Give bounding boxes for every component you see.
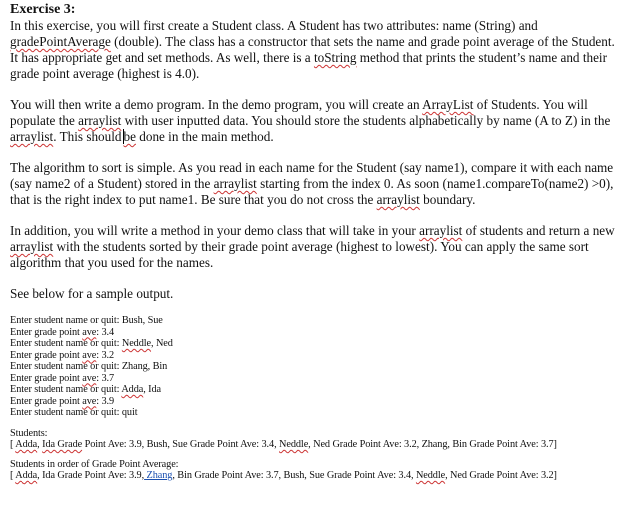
spellcheck-word[interactable]: toString [313,50,357,65]
document-page [10,2,632,482]
spellcheck-word[interactable]: Adda [121,384,144,395]
sample-sorted-block [10,459,632,482]
p1-line: It has appropriate get and set methods. As well, there is a toString method that prints the student’s name and their [10,50,607,65]
sample_input-line: Enter student name or quit: Neddle, Ned [10,338,173,349]
paragraph-gpa-sort [10,223,632,271]
spellcheck-word[interactable]: Neddle [415,470,446,481]
sample-output [10,315,632,482]
sample_input-line: Enter grade point ave: 3.4 [10,326,115,338]
sample-input-block [10,315,632,419]
p4-line: In addition, you will write a method in your demo class that will take in your arraylist of students and return a new [10,223,615,238]
p2-line: arraylist. This should be done in the main method. [10,129,274,144]
sample_input-line: Enter student name or quit: quit [10,407,138,418]
sample_input-line: Enter grade point ave: 3.9 [10,395,115,407]
sample_input-line: Enter student name or quit: Zhang, Bin [10,361,168,372]
spellcheck-word[interactable]: Neddle [121,338,152,349]
spellcheck-word[interactable]: gradePointAverage [10,34,111,49]
spellcheck-word[interactable]: ave [82,395,97,407]
sample_input-line: Enter grade point ave: 3.2 [10,349,115,361]
spellcheck-word[interactable]: ave [82,326,97,338]
sample_students-line: Students: [10,427,48,439]
spellcheck-word[interactable]: Adda [15,439,38,450]
p2-line: You will then write a demo program. In the demo program, you will create an ArrayList of Students. You will [10,97,588,112]
paragraph-sample-intro [10,286,632,302]
underlined-text: Zhang [144,470,173,481]
sample_input-line: Enter student name or quit: Bush, Sue [10,315,163,326]
spellcheck-word[interactable]: arraylist [10,239,54,254]
spellcheck-word[interactable]: arraylist [10,129,54,144]
p1-line: gradePointAverage (double). The class has a constructor that sets the name and grade point average of the Student. [10,34,615,49]
spellcheck-word[interactable]: ave [82,372,97,384]
sample_input-line: Enter student name or quit: Adda, Ida [10,384,162,395]
p1-line: In this exercise, you will first create a Student class. A Student has two attributes: name (String) and [10,18,538,33]
sample_input-line: Enter grade point ave: 3.7 [10,372,115,384]
p4-line: arraylist with the students sorted by their grade point average (highest to lowest). You can apply the same sort [10,239,589,254]
sample_sorted-line: Students in order of Grade Point Average: [10,458,179,470]
spellcheck-word[interactable]: arraylist [78,113,122,128]
p5-line: See below for a sample output. [10,286,174,301]
spellcheck-word[interactable]: Ida Grade [42,439,83,450]
paragraph-student-class [10,18,632,82]
sample_students-line: [ Adda, Ida Grade Point Ave: 3.9, Bush, Sue Grade Point Ave: 3.4, Neddle, Ned Grade Point Ave: 3.2, Zhang, Bin Grade Point Ave: 3.7] [10,439,557,450]
sample_sorted-line: [ Adda, Ida Grade Point Ave: 3.9, Zhang, Bin Grade Point Ave: 3.7, Bush, Sue Grade Point Ave: 3.4, Neddle, Ned Grade Point Ave: 3.2] [10,470,557,481]
spellcheck-word[interactable]: arraylist [419,223,463,238]
p4-line: algorithm that you used for the names. [10,255,214,270]
p2-line: populate the arraylist with user inputted data. You should store the students alphabetically by name (A to Z) in the [10,113,611,128]
spellcheck-word[interactable]: Adda [15,470,38,481]
spellcheck-word[interactable]: arraylist [376,192,420,207]
p3-line: (say name2 of a Student) stored in the arraylist starting from the index 0. As soon (name1.compareTo(name2) >0), [10,176,614,191]
p3-line: that is the right index to put name1. Be sure that you do not cross the arraylist boundary. [10,192,476,207]
paragraph-demo-program [10,97,632,145]
spellcheck-word[interactable]: ArrayList [422,97,474,112]
sample-students-block [10,428,632,451]
spellcheck-word[interactable]: be [123,129,136,144]
p1-line: grade point average (highest is 4.0). [10,66,200,81]
spellcheck-word[interactable]: arraylist [213,176,257,191]
exercise-title: Exercise 3: [10,2,76,17]
spellcheck-word[interactable]: Neddle [279,439,309,450]
spellcheck-word[interactable]: ave [82,349,97,361]
paragraph-sort-algorithm [10,160,632,208]
p3-line: The algorithm to sort is simple. As you read in each name for the Student (say name1), compare it with each name [10,160,614,175]
